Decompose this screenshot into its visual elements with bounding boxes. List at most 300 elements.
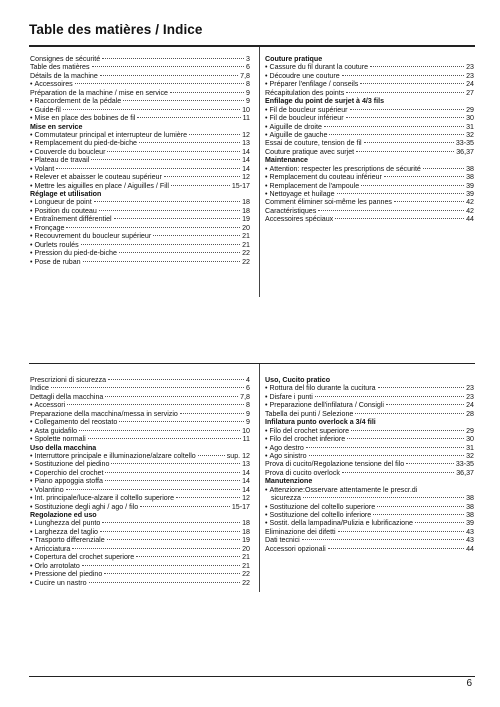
entry-page-number: 4	[246, 376, 250, 384]
dot-leader	[303, 497, 464, 498]
entry-page-number: 11	[242, 114, 250, 123]
dot-leader	[189, 134, 240, 135]
dot-leader	[378, 387, 465, 388]
dot-leader	[66, 489, 240, 490]
index-entry	[30, 401, 250, 409]
entry-title: • Lunghezza del punto	[30, 519, 100, 527]
dot-leader	[153, 235, 240, 236]
dot-leader	[114, 218, 240, 219]
entry-title: • Pression du pied-de-biche	[30, 249, 117, 257]
dot-leader	[347, 438, 464, 439]
index-italian-left	[30, 376, 250, 587]
entry-title: • Couvercle du boucleur	[30, 148, 105, 156]
index-entry	[265, 63, 474, 71]
entry-title: • Pose de ruban	[30, 258, 81, 266]
index-section-heading	[30, 190, 250, 198]
entry-page-number: 29	[466, 105, 474, 114]
entry-title: • Plateau de travail	[30, 156, 89, 164]
entry-page-number: 43	[466, 536, 474, 545]
index-entry	[30, 249, 250, 257]
entry-page-number: 13	[242, 139, 250, 148]
dot-leader	[302, 539, 464, 540]
entry-page-number: 18	[242, 527, 250, 536]
entry-title: • Recouvrement du boucleur supérieur	[30, 232, 151, 240]
entry-title: Table des matières	[30, 63, 90, 72]
entry-page-number: 9	[246, 88, 250, 97]
entry-title: • Remplacement de l'ampoule	[265, 182, 359, 190]
entry-title: • Sostituzione del coltello superiore	[265, 503, 375, 511]
entry-title: • Volant	[30, 165, 54, 173]
entry-page-number: 6	[246, 384, 250, 393]
dot-leader	[99, 210, 240, 211]
entry-page-number: 14	[242, 477, 250, 486]
index-entry	[30, 182, 250, 190]
entry-page-number: 22	[242, 578, 250, 587]
index-entry	[30, 106, 250, 114]
section-divider	[29, 363, 475, 364]
dot-leader	[100, 75, 238, 76]
dot-leader	[180, 413, 244, 414]
dot-leader	[100, 531, 240, 532]
dot-leader	[386, 404, 464, 405]
index-entry	[265, 494, 474, 502]
dot-leader	[355, 413, 464, 414]
index-entry	[30, 55, 250, 63]
entry-page-number: 12	[242, 494, 250, 503]
dot-leader	[119, 252, 240, 253]
index-entry	[265, 165, 474, 173]
page-number: 6	[466, 678, 472, 689]
entry-page-number: 28	[466, 409, 474, 418]
index-entry	[265, 384, 474, 392]
index-entry	[30, 418, 250, 426]
entry-title: • Ourlets roulés	[30, 241, 79, 249]
index-entry	[30, 156, 250, 164]
dot-leader	[51, 387, 244, 388]
entry-title: Couture pratique avec surjet	[265, 147, 355, 156]
index-entry	[30, 241, 250, 249]
entry-title: Consignes de sécurité	[30, 55, 101, 63]
dot-leader	[105, 472, 240, 473]
entry-title: • Filo del crochet inferiore	[265, 435, 345, 443]
entry-title: • Preparazione dell'infilatura / Consigli	[265, 401, 384, 409]
entry-title: • Rottura del filo durante la cucitura	[265, 384, 376, 392]
dot-leader	[137, 117, 240, 118]
entry-page-number: 31	[466, 122, 474, 131]
entry-title: • Raccordement de la pédale	[30, 97, 121, 105]
index-entry	[30, 528, 250, 536]
dot-leader	[119, 421, 244, 422]
entry-title: • Remplacement du pied-de-biche	[30, 139, 137, 147]
entry-title: • Trasporto differenziale	[30, 536, 105, 544]
index-entry	[30, 165, 250, 173]
entry-title: • Découdre une couture	[265, 72, 340, 80]
dot-leader	[89, 582, 241, 583]
index-entry	[30, 570, 250, 578]
entry-title: Réglage et utilisation	[30, 190, 102, 198]
index-entry	[30, 494, 250, 502]
dot-leader	[306, 447, 464, 448]
entry-title: • Sostituzione del coltello inferiore	[265, 511, 371, 519]
dot-leader	[66, 227, 240, 228]
index-entry	[265, 72, 474, 80]
entry-title: • Sostit. della lampadina/Pulizia e lubrificazione	[265, 519, 413, 527]
entry-page-number: 30	[466, 435, 474, 444]
dot-leader	[350, 109, 465, 110]
entry-title: • Copertura del crochet superiore	[30, 553, 134, 561]
entry-page-number: 39	[466, 190, 474, 198]
entry-title: Maintenance	[265, 156, 308, 165]
entry-title: • Sostituzione del piedino	[30, 460, 109, 468]
entry-page-number: 32	[466, 451, 474, 460]
entry-title: • Remplacement du couteau inférieur	[265, 173, 382, 181]
dot-leader	[91, 159, 240, 160]
entry-page-number: 42	[466, 198, 474, 207]
entry-title: Preparazione della macchina/messa in servizio	[30, 409, 178, 418]
index-entry	[30, 89, 250, 97]
dot-leader	[92, 66, 245, 67]
index-section-heading	[265, 156, 474, 164]
entry-title: • Piano appoggia stoffa	[30, 477, 103, 485]
entry-page-number: 22	[242, 249, 250, 258]
entry-page-number: 14	[242, 147, 250, 156]
entry-title: Mise en service	[30, 122, 83, 131]
entry-title: Accessoires spéciaux	[265, 215, 334, 224]
index-entry	[30, 148, 250, 156]
entry-title: • Interruttore principale e illuminazione/alzare coltello	[30, 452, 196, 460]
entry-title: • Commutateur principal et interrupteur de lumière	[30, 131, 187, 139]
index-section-heading	[30, 511, 250, 519]
dot-leader	[67, 404, 244, 405]
index-french-right	[265, 55, 474, 224]
entry-page-number: 12	[242, 173, 250, 182]
dot-leader	[82, 565, 240, 566]
index-entry	[30, 435, 250, 443]
entry-title: • Attention: respecter les prescriptions de sécurité	[265, 165, 421, 173]
index-entry	[30, 215, 250, 223]
entry-title: Récapitulation des points	[265, 88, 345, 97]
dot-leader	[329, 134, 464, 135]
index-entry	[265, 452, 474, 460]
entry-page-number: 33-35	[455, 460, 474, 469]
entry-page-number: 21	[242, 561, 250, 570]
entry-page-number: 22	[242, 570, 250, 579]
footer-rule	[29, 676, 475, 677]
entry-page-number: 20	[242, 544, 250, 553]
entry-title: Prescrizioni di sicurezza	[30, 376, 107, 384]
entry-title: Indice	[30, 384, 49, 393]
entry-title: • Position du couteau	[30, 207, 97, 215]
index-entry	[30, 63, 250, 71]
entry-page-number: 39	[466, 181, 474, 190]
entry-page-number: 32	[466, 130, 474, 139]
dot-leader	[136, 556, 240, 557]
dot-leader	[370, 66, 464, 67]
index-entry	[265, 545, 474, 553]
entry-page-number: 38	[466, 502, 474, 511]
dot-leader	[198, 455, 225, 456]
dot-leader	[346, 117, 465, 118]
index-entry	[30, 486, 250, 494]
dot-leader	[108, 379, 244, 380]
entry-page-number: 24	[466, 401, 474, 410]
entry-title: • Disfare i punti	[265, 393, 313, 401]
entry-title: Uso della macchina	[30, 443, 97, 452]
dot-leader	[75, 83, 244, 84]
index-entry	[265, 519, 474, 527]
entry-title: • Fronçage	[30, 224, 64, 232]
index-section-heading	[30, 123, 250, 131]
entry-title: • Fil de boucleur inférieur	[265, 114, 344, 122]
index-entry	[265, 444, 474, 452]
dot-leader	[79, 430, 240, 431]
index-entry	[30, 460, 250, 468]
index-entry	[30, 469, 250, 477]
index-entry	[265, 511, 474, 519]
entry-page-number: 9	[246, 418, 250, 427]
entry-title: • Sostituzione degli aghi / ago / filo	[30, 503, 138, 511]
index-entry	[265, 427, 474, 435]
entry-title: • Mise en place des bobines de fil	[30, 114, 135, 122]
entry-title: • Relever et abaisser le couteau supérieur	[30, 173, 162, 181]
entry-title: • Ago sinistro	[265, 452, 307, 460]
index-entry	[30, 579, 250, 587]
index-entry	[30, 114, 250, 122]
entry-title: • Accessoires	[30, 80, 73, 88]
entry-page-number: 39	[466, 519, 474, 528]
index-entry	[30, 224, 250, 232]
dot-leader	[123, 100, 244, 101]
index-french-left	[30, 55, 250, 266]
entry-title: Couture pratique	[265, 55, 323, 63]
entry-title: • Attenzione:Osservare attentamente le prescr.di	[265, 486, 417, 494]
index-section-heading	[265, 376, 474, 384]
entry-page-number: 19	[242, 215, 250, 224]
entry-page-number: 15-17	[231, 502, 250, 511]
entry-page-number: 22	[242, 257, 250, 266]
index-entry	[265, 80, 474, 88]
entry-title: • Mettre les aiguilles en place / Aiguilles / Fill	[30, 182, 169, 190]
index-entry	[265, 207, 474, 215]
index-entry	[265, 528, 474, 536]
entry-page-number: 44	[466, 544, 474, 553]
index-entry	[265, 173, 474, 181]
dot-leader	[423, 168, 464, 169]
entry-title: Dati tecnici	[265, 536, 300, 545]
entry-page-number: sup. 12	[226, 451, 250, 460]
entry-page-number: 36,37	[456, 147, 474, 156]
entry-title: • Volantino	[30, 486, 64, 494]
index-entry	[265, 460, 474, 468]
entry-page-number: 18	[242, 206, 250, 215]
entry-page-number: 15-17	[231, 181, 250, 190]
dot-leader	[324, 126, 464, 127]
entry-page-number: 9	[246, 409, 250, 418]
index-entry	[265, 469, 474, 477]
index-section-heading	[265, 477, 474, 485]
entry-title: • Cassure du fil durant la couture	[265, 63, 368, 71]
entry-title: • Spolette normali	[30, 435, 86, 443]
index-entry	[265, 182, 474, 190]
entry-title: • Asta guidafilo	[30, 427, 77, 435]
index-entry	[265, 536, 474, 544]
dot-leader	[328, 548, 464, 549]
entry-title: Uso, Cucito pratico	[265, 376, 331, 384]
dot-leader	[342, 472, 454, 473]
index-entry	[265, 435, 474, 443]
index-entry	[30, 553, 250, 561]
index-entry	[30, 477, 250, 485]
entry-title: Accessori opzionali	[265, 544, 326, 553]
index-section-heading	[265, 418, 474, 426]
index-entry	[30, 519, 250, 527]
entry-title: Comment éliminer soi-même les pannes	[265, 198, 392, 207]
dot-leader	[139, 142, 240, 143]
entry-title: Regolazione ed uso	[30, 511, 97, 519]
entry-page-number: 21	[242, 240, 250, 249]
entry-page-number: 36,37	[456, 468, 474, 477]
index-section-heading	[30, 444, 250, 452]
index-entry	[30, 376, 250, 384]
index-entry	[265, 131, 474, 139]
entry-page-number: 11	[242, 435, 250, 444]
dot-leader	[373, 514, 464, 515]
page-title: Table des matières / Indice	[29, 22, 203, 37]
entry-page-number: 29	[466, 426, 474, 435]
dot-leader	[56, 168, 240, 169]
dot-leader	[140, 506, 230, 507]
index-entry	[30, 393, 250, 401]
entry-title: • Filo del crochet superiore	[265, 427, 349, 435]
index-entry	[265, 139, 474, 147]
index-entry	[265, 503, 474, 511]
entry-page-number: 44	[466, 215, 474, 224]
index-entry	[265, 198, 474, 206]
dot-leader	[105, 396, 238, 397]
index-entry	[30, 232, 250, 240]
entry-page-number: 38	[466, 511, 474, 519]
title-rule	[29, 45, 475, 47]
dot-leader	[107, 539, 240, 540]
entry-title: • Cucire un nastro	[30, 579, 87, 587]
entry-title: • Pressione del piedino	[30, 570, 102, 578]
index-entry	[30, 545, 250, 553]
entry-title: Détails de la machine	[30, 71, 98, 80]
entry-page-number: 14	[242, 164, 250, 173]
dot-leader	[361, 185, 464, 186]
entry-page-number: 42	[466, 206, 474, 215]
index-entry	[30, 427, 250, 435]
index-entry	[265, 106, 474, 114]
entry-page-number: 14	[242, 156, 250, 165]
entry-page-number: 8	[246, 80, 250, 89]
entry-page-number: 8	[246, 401, 250, 410]
dot-leader	[351, 430, 464, 431]
index-entry	[30, 384, 250, 392]
index-entry	[30, 503, 250, 511]
index-entry	[30, 258, 250, 266]
entry-page-number: 27	[466, 88, 474, 97]
dot-leader	[105, 480, 240, 481]
index-entry	[30, 173, 250, 181]
index-entry	[30, 410, 250, 418]
index-italian-right	[265, 376, 474, 553]
entry-title: • Accessori	[30, 401, 65, 409]
entry-title: • Int. principale/luce-alzare il coltello superiore	[30, 494, 174, 502]
entry-title: • Longueur de point	[30, 198, 92, 206]
entry-page-number: 23	[466, 392, 474, 401]
entry-title: Manutenzione	[265, 477, 313, 486]
entry-page-number: 38	[466, 494, 474, 503]
index-entry	[30, 536, 250, 544]
entry-title: • Coperchio del crochet	[30, 469, 103, 477]
index-entry	[265, 393, 474, 401]
entry-title: sicurezza	[271, 494, 301, 503]
dot-leader	[356, 151, 454, 152]
entry-page-number: 9	[246, 97, 250, 106]
entry-page-number: 18	[242, 519, 250, 528]
entry-title: • Fil de boucleur supérieur	[265, 106, 348, 114]
dot-leader	[318, 210, 464, 211]
dot-leader	[176, 497, 240, 498]
index-entry	[30, 452, 250, 460]
entry-page-number: 20	[242, 223, 250, 232]
entry-page-number: 14	[242, 468, 250, 477]
index-entry	[30, 131, 250, 139]
entry-title: • Aiguille de droite	[265, 123, 322, 131]
entry-page-number: 7,8	[240, 392, 250, 401]
dot-leader	[315, 396, 464, 397]
index-entry	[265, 89, 474, 97]
dot-leader	[338, 531, 465, 532]
column-divider-top	[259, 47, 260, 297]
entry-title: Enfilage du point de surjet à 4/3 fils	[265, 97, 385, 106]
dot-leader	[360, 83, 464, 84]
entry-page-number: 23	[466, 63, 474, 72]
entry-page-number: 14	[242, 485, 250, 494]
entry-page-number: 19	[242, 536, 250, 545]
index-entry	[30, 72, 250, 80]
dot-leader	[94, 201, 240, 202]
entry-title: Dettagli della macchina	[30, 392, 104, 401]
dot-leader	[337, 193, 465, 194]
entry-page-number: 3	[246, 55, 250, 63]
index-entry	[30, 139, 250, 147]
index-entry	[30, 562, 250, 570]
entry-page-number: 21	[242, 553, 250, 562]
entry-page-number: 21	[242, 232, 250, 241]
entry-title: • Préparer l'enfilage / conseils	[265, 80, 358, 88]
dot-leader	[104, 573, 240, 574]
entry-title: • Ago destro	[265, 444, 304, 452]
index-entry	[30, 198, 250, 206]
index-entry	[30, 207, 250, 215]
column-divider-bottom	[259, 364, 260, 592]
entry-title: Caractéristiques	[265, 206, 317, 215]
dot-leader	[72, 548, 240, 549]
entry-page-number: 38	[466, 164, 474, 173]
dot-leader	[346, 92, 464, 93]
dot-leader	[63, 109, 240, 110]
entry-page-number: 23	[466, 384, 474, 393]
index-entry	[265, 215, 474, 223]
entry-title: Prova di cucito overlock	[265, 468, 340, 477]
entry-page-number: 12	[242, 130, 250, 139]
entry-title: • Nettoyage et huilage	[265, 190, 335, 198]
index-entry	[265, 190, 474, 198]
dot-leader	[171, 185, 230, 186]
entry-page-number: 43	[466, 527, 474, 536]
